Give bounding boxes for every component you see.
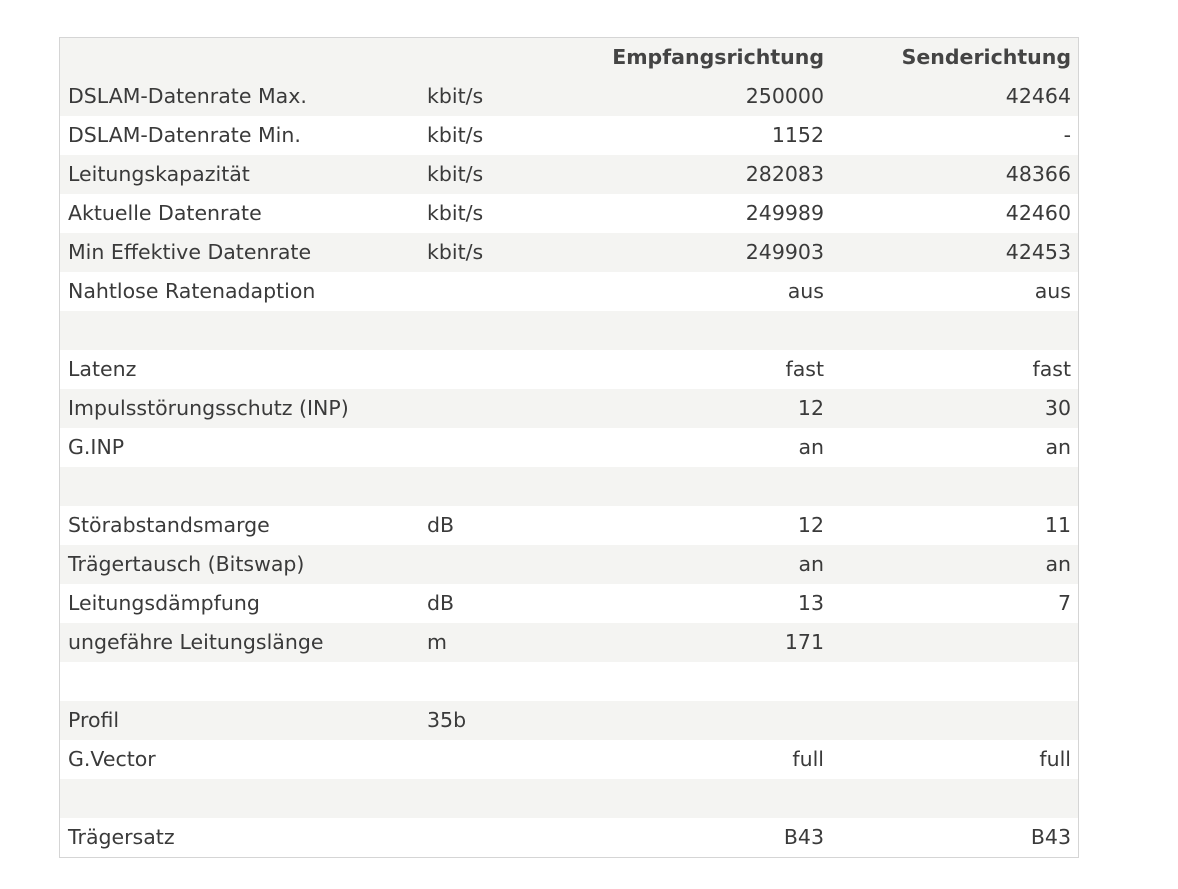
table-row (60, 389, 1078, 428)
row-downstream-value: B43 (783, 825, 824, 849)
row-label (60, 467, 427, 506)
table-row (60, 584, 1078, 623)
row-label: G.INP (68, 435, 125, 459)
row-downstream-value (507, 467, 831, 506)
row-unit (427, 428, 507, 467)
row-unit (427, 740, 507, 779)
row-label: G.Vector (68, 747, 156, 771)
row-unit (427, 272, 507, 311)
row-unit: dB (427, 513, 455, 537)
row-downstream-value (507, 662, 831, 701)
row-label: Impulsstörungsschutz (INP) (68, 396, 349, 420)
table-row-spacer (60, 311, 1078, 350)
table-row (60, 233, 1078, 272)
table-row (60, 701, 1078, 740)
row-label: Nahtlose Ratenadaption (68, 279, 316, 303)
row-label: ungefähre Leitungslänge (68, 630, 324, 654)
table-row-spacer (60, 662, 1078, 701)
dsl-info-table-container (59, 37, 1079, 858)
row-upstream-value: an (1045, 552, 1071, 576)
row-downstream-value: 282083 (745, 162, 824, 186)
row-label: DSLAM-Datenrate Min. (68, 123, 301, 147)
table-header-row (60, 38, 1078, 77)
row-upstream-value (831, 779, 1078, 818)
table-row (60, 545, 1078, 584)
row-label: Profil (68, 708, 120, 732)
table-row-spacer (60, 467, 1078, 506)
header-upstream: Senderichtung (901, 45, 1071, 69)
row-upstream-value (831, 311, 1078, 350)
row-label: Latenz (68, 357, 137, 381)
row-downstream-value: 249903 (745, 240, 824, 264)
row-upstream-value: B43 (1030, 825, 1071, 849)
row-label: Aktuelle Datenrate (68, 201, 262, 225)
table-row (60, 116, 1078, 155)
table-row (60, 506, 1078, 545)
row-unit (427, 389, 507, 428)
row-downstream-value: an (798, 435, 824, 459)
row-upstream-value: aus (1034, 279, 1071, 303)
row-upstream-value (831, 662, 1078, 701)
row-upstream-value: fast (1032, 357, 1071, 381)
row-unit: kbit/s (427, 123, 484, 147)
table-row (60, 623, 1078, 662)
row-unit: dB (427, 591, 455, 615)
row-downstream-value: full (792, 747, 824, 771)
row-label: Leitungskapazität (68, 162, 250, 186)
row-downstream-value: 250000 (745, 84, 824, 108)
dsl-info-table (60, 38, 1078, 857)
table-row (60, 818, 1078, 857)
row-downstream-value: aus (787, 279, 824, 303)
table-row (60, 155, 1078, 194)
row-upstream-value: 42464 (1005, 84, 1071, 108)
row-downstream-value (507, 701, 831, 740)
row-upstream-value (831, 623, 1078, 662)
header-label (60, 38, 427, 77)
row-unit: kbit/s (427, 84, 484, 108)
table-row (60, 350, 1078, 389)
table-row (60, 194, 1078, 233)
row-label (60, 779, 427, 818)
row-downstream-value: 12 (797, 513, 824, 537)
row-label: Min Effektive Datenrate (68, 240, 312, 264)
row-upstream-value: 7 (1057, 591, 1071, 615)
row-upstream-value: 42460 (1005, 201, 1071, 225)
row-upstream-value: 48366 (1005, 162, 1071, 186)
row-unit: kbit/s (427, 162, 484, 186)
row-unit (427, 662, 507, 701)
row-downstream-value: 171 (784, 630, 824, 654)
row-label: DSLAM-Datenrate Max. (68, 84, 307, 108)
row-downstream-value: an (798, 552, 824, 576)
row-downstream-value: 12 (797, 396, 824, 420)
row-upstream-value: an (1045, 435, 1071, 459)
row-label (60, 311, 427, 350)
row-unit (427, 311, 507, 350)
row-downstream-value: fast (785, 357, 824, 381)
table-row (60, 740, 1078, 779)
row-upstream-value: 30 (1044, 396, 1071, 420)
table-row (60, 428, 1078, 467)
row-downstream-value: 13 (797, 591, 824, 615)
row-unit: m (427, 630, 447, 654)
row-label: Störabstandsmarge (68, 513, 270, 537)
row-unit (427, 818, 507, 857)
row-upstream-value (831, 701, 1078, 740)
row-unit: kbit/s (427, 240, 484, 264)
row-upstream-value: - (1063, 123, 1071, 147)
row-unit: kbit/s (427, 201, 484, 225)
row-unit (427, 545, 507, 584)
row-downstream-value (507, 311, 831, 350)
header-downstream: Empfangsrichtung (612, 45, 824, 69)
row-label: Trägersatz (68, 825, 175, 849)
row-label (60, 662, 427, 701)
row-downstream-value (507, 779, 831, 818)
row-upstream-value (831, 467, 1078, 506)
row-upstream-value: 11 (1044, 513, 1071, 537)
table-row-spacer (60, 779, 1078, 818)
row-label: Leitungsdämpfung (68, 591, 260, 615)
row-downstream-value: 249989 (745, 201, 824, 225)
row-unit (427, 350, 507, 389)
table-row (60, 77, 1078, 116)
header-unit (427, 38, 507, 77)
row-unit (427, 467, 507, 506)
row-unit: 35b (427, 708, 467, 732)
table-row (60, 272, 1078, 311)
row-upstream-value: 42453 (1005, 240, 1071, 264)
row-label: Trägertausch (Bitswap) (68, 552, 305, 576)
row-downstream-value: 1152 (771, 123, 824, 147)
row-unit (427, 779, 507, 818)
row-upstream-value: full (1039, 747, 1071, 771)
